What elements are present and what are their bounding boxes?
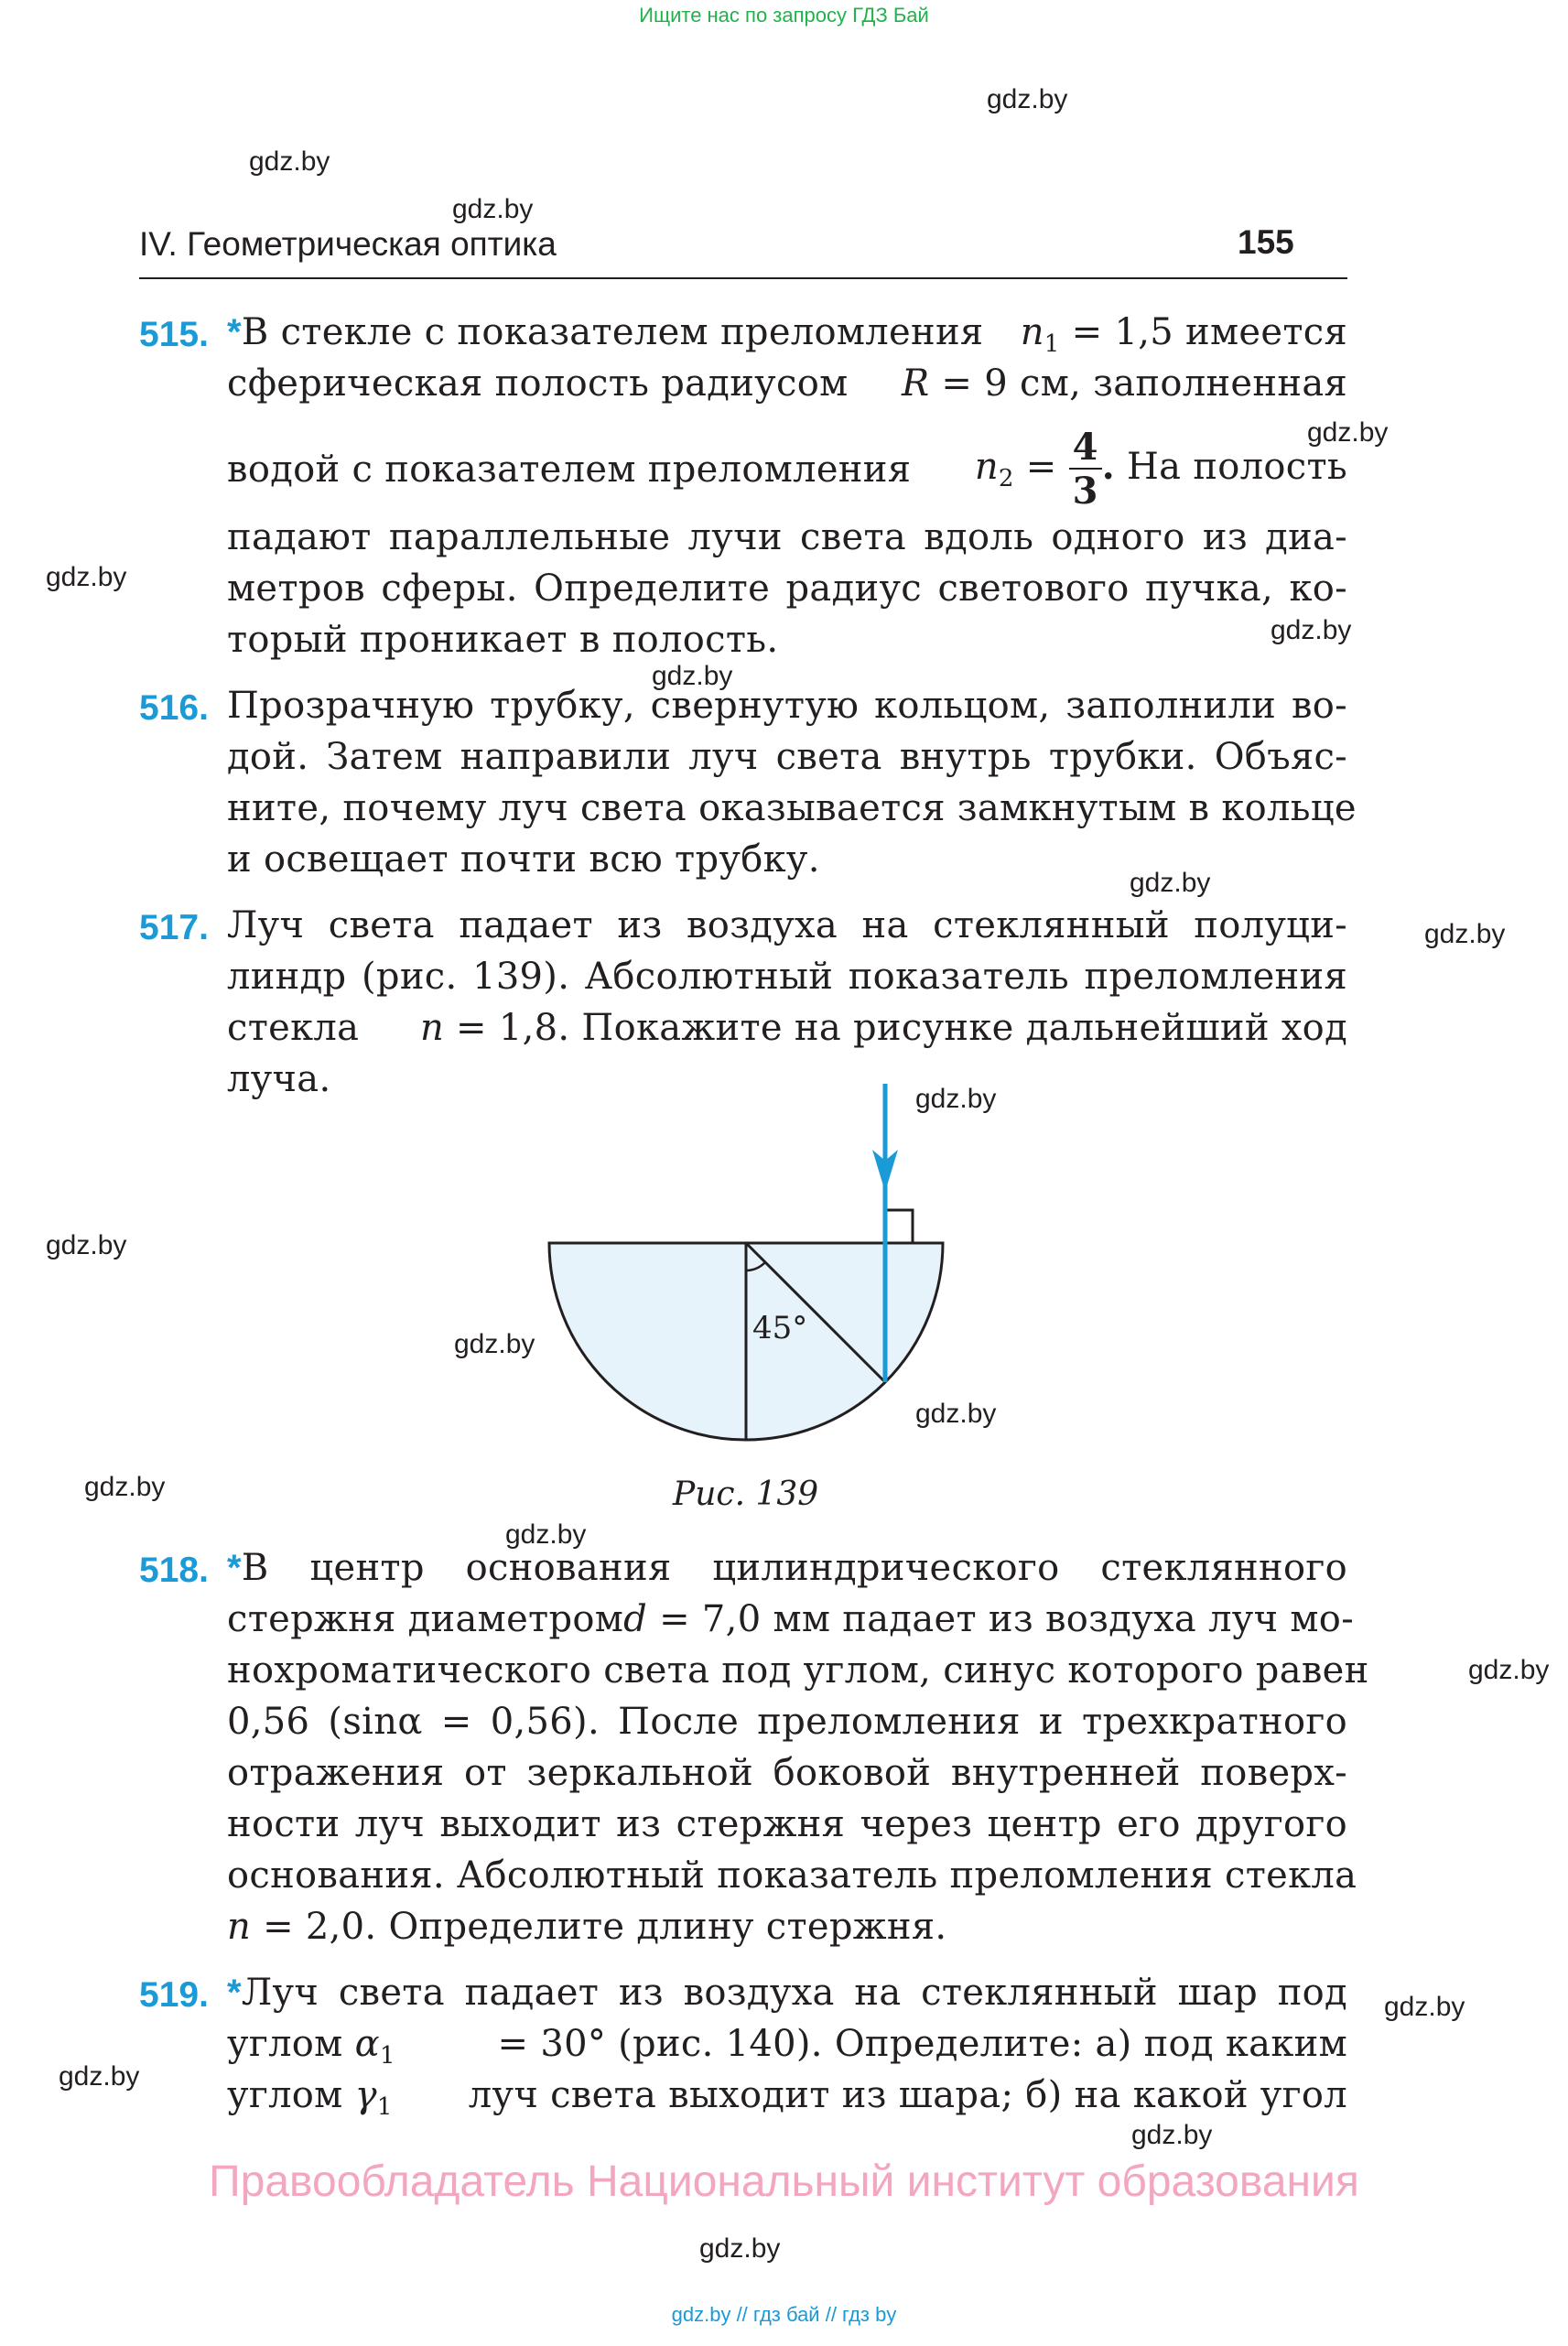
watermark: gdz.by bbox=[1307, 417, 1389, 448]
text-segment: = 30° (рис. 140). Определите: а) под каким bbox=[497, 2023, 1347, 2065]
copyright-notice: Правообладатель Национальный институт образования bbox=[209, 2157, 1359, 2206]
problem-line: падают параллельные лучи света вдоль одного из диа- bbox=[227, 516, 1347, 558]
problem-line: нохроматического света под углом, синус которого равен bbox=[227, 1649, 1369, 1692]
text-segment: = 2,0. Определите длину стержня. bbox=[263, 1906, 947, 1948]
watermark: gdz.by bbox=[46, 1230, 127, 1260]
subscript: 1 bbox=[379, 2042, 395, 2070]
problem-line: торый проникает в полость. bbox=[227, 619, 779, 661]
problem-line bbox=[227, 2023, 1347, 2070]
problem-line: Луч света падает из воздуха на стеклянный полуци- bbox=[227, 904, 1347, 946]
watermark: gdz.by bbox=[452, 194, 534, 224]
problem-line bbox=[227, 311, 1347, 358]
variable: d bbox=[623, 1598, 648, 1640]
problem-number: 515. bbox=[139, 315, 209, 354]
watermark: gdz.by bbox=[1271, 615, 1352, 645]
text-segment: = 1,8. Покажите на рисунке дальнейший ход bbox=[456, 1007, 1347, 1049]
variable: α bbox=[354, 2023, 380, 2065]
right-angle-mark bbox=[885, 1210, 913, 1243]
watermark: gdz.by bbox=[505, 1519, 587, 1550]
problem-line bbox=[227, 1906, 946, 1948]
watermark: gdz.by bbox=[1130, 868, 1211, 898]
watermark: gdz.by bbox=[652, 661, 733, 691]
problem-line: Прозрачную трубку, свернутую кольцом, заполнили во- bbox=[227, 685, 1347, 727]
text-segment: водой с показателем преломления bbox=[227, 449, 912, 491]
star-mark: * bbox=[227, 1548, 242, 1588]
watermark: gdz.by bbox=[987, 84, 1068, 114]
problem-number: 517. bbox=[139, 908, 209, 947]
problem-number: 516. bbox=[139, 688, 209, 728]
text-segment: Луч света падает из воздуха на стеклянный шар под bbox=[241, 1972, 1347, 2014]
fraction bbox=[1069, 426, 1102, 513]
text-segment: На полость bbox=[1127, 446, 1347, 488]
text-segment: луч света выходит из шара; б) на какой угол bbox=[468, 2074, 1347, 2116]
subscript: 1 bbox=[376, 2093, 393, 2121]
fraction-denominator: 3 bbox=[1072, 470, 1098, 513]
watermark: gdz.by bbox=[915, 1084, 997, 1114]
problem-line: отражения от зеркальной боковой внутренней поверх- bbox=[227, 1752, 1347, 1794]
text-segment: В стекле с показателем преломления bbox=[241, 311, 984, 353]
text-segment: сферическая полость радиусом bbox=[227, 362, 849, 405]
star-mark: * bbox=[227, 1973, 242, 2013]
problem-line: водой с показателем преломления $n_2$ = $\frac{4}{3}$ . На полость bbox=[227, 426, 1347, 513]
text-segment: = 7,0 мм падает из воздуха луч мо- bbox=[659, 1598, 1355, 1640]
subscript: 1 bbox=[1044, 330, 1060, 358]
variable: R bbox=[901, 362, 930, 405]
watermark: gdz.by bbox=[699, 2233, 781, 2264]
problem-line: основания. Абсолютный показатель преломления стекла bbox=[227, 1854, 1357, 1897]
problem-line: и освещает почти всю трубку. bbox=[227, 838, 820, 881]
watermark: gdz.by bbox=[59, 2061, 140, 2092]
figure-caption: Рис. 139 bbox=[673, 1476, 819, 1513]
text-segment: В центр основания цилиндрического стеклянного bbox=[241, 1547, 1347, 1589]
fraction-numerator: 4 bbox=[1069, 429, 1102, 470]
problem-line bbox=[227, 1598, 1355, 1640]
variable: n bbox=[1020, 311, 1044, 353]
problem-line: дой. Затем направили луч света внутрь трубки. Объяс- bbox=[227, 736, 1347, 778]
text-segment: = 9 см, заполненная bbox=[941, 362, 1347, 405]
watermark: gdz.by bbox=[915, 1399, 997, 1429]
problem-line bbox=[227, 1007, 1347, 1049]
problem-line: метров сферы. Определите радиус светового пучка, ко- bbox=[227, 568, 1347, 610]
watermark: gdz.by bbox=[1468, 1655, 1550, 1685]
problem-line: ности луч выходит из стержня через центр его другого bbox=[227, 1803, 1347, 1845]
problem-line: 0,56 (sinα = 0,56). После преломления и трехкратного bbox=[227, 1701, 1347, 1743]
text-segment: = 1,5 имеется bbox=[1071, 311, 1347, 353]
watermark: gdz.by bbox=[454, 1329, 535, 1359]
watermark: gdz.by bbox=[249, 146, 330, 177]
text-segment: углом bbox=[227, 2023, 343, 2065]
text-segment: стержня диаметром bbox=[227, 1598, 624, 1640]
text-segment: стекла bbox=[227, 1007, 360, 1049]
watermark: gdz.by bbox=[84, 1472, 166, 1502]
problem-number: 518. bbox=[139, 1551, 209, 1590]
variable: n bbox=[419, 1007, 444, 1049]
problem-line bbox=[227, 1547, 1347, 1589]
problem-line bbox=[227, 1972, 1347, 2014]
watermark: gdz.by bbox=[1384, 1992, 1465, 2022]
figure-139 bbox=[531, 1071, 952, 1455]
section-title: IV. Геометрическая оптика bbox=[139, 225, 557, 263]
subscript: 2 bbox=[998, 465, 1014, 492]
top-search-hint[interactable]: Ищите нас по запросу ГДЗ Бай bbox=[639, 4, 929, 27]
problem-number: 519. bbox=[139, 1975, 209, 2015]
problem-line: линдр (рис. 139). Абсолютный показатель преломления bbox=[227, 956, 1347, 998]
header-divider bbox=[139, 277, 1347, 279]
variable: γ bbox=[354, 2074, 377, 2116]
watermark: gdz.by bbox=[46, 562, 127, 592]
problem-line: луча. bbox=[227, 1058, 331, 1100]
variable: n bbox=[974, 446, 999, 488]
problem-line: ните, почему луч света оказывается замкнутым в кольце bbox=[227, 787, 1357, 829]
footer-links[interactable]: gdz.by // гдз бай // гдз by bbox=[671, 2303, 897, 2326]
watermark: gdz.by bbox=[1424, 919, 1506, 949]
variable: n bbox=[227, 1906, 252, 1948]
problem-line bbox=[227, 2074, 1347, 2121]
text-segment: углом bbox=[227, 2074, 343, 2116]
watermark: gdz.by bbox=[1131, 2120, 1213, 2150]
problem-line bbox=[227, 362, 1347, 405]
star-mark: * bbox=[227, 312, 242, 352]
page-number: 155 bbox=[1238, 223, 1294, 261]
angle-label: 45° bbox=[752, 1310, 808, 1346]
